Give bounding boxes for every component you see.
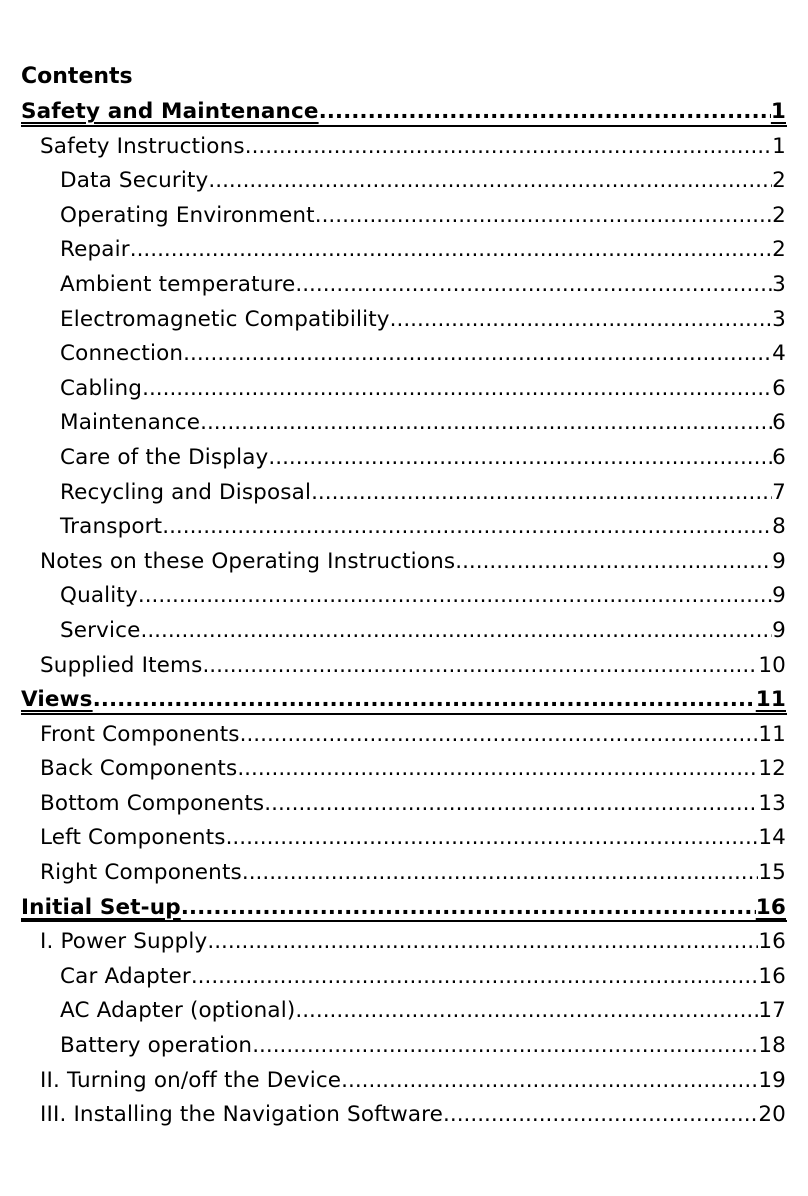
toc-entry-label: Ambient temperature xyxy=(60,271,296,297)
toc-page-number: 14 xyxy=(758,825,786,851)
toc-page-number: 4 xyxy=(772,341,786,367)
toc-entry[interactable] xyxy=(0,579,808,614)
toc-entry-label: I. Power Supply xyxy=(40,929,208,955)
toc-page-number: 9 xyxy=(772,583,786,609)
toc-entry-label: Cabling xyxy=(60,375,143,401)
toc-entry[interactable] xyxy=(0,476,808,511)
toc-entry[interactable] xyxy=(0,199,808,234)
toc-entry-label: Battery operation xyxy=(60,1033,253,1059)
toc-entry[interactable] xyxy=(0,614,808,649)
toc-page-number: 6 xyxy=(772,410,786,436)
toc-entry-label: Left Components xyxy=(40,825,226,851)
toc-section-entry[interactable] xyxy=(0,683,808,718)
toc-entry-label: Safety Instructions xyxy=(40,133,245,159)
dot-leader xyxy=(390,303,773,338)
toc-entry-label: Maintenance xyxy=(60,410,201,436)
toc-entry[interactable] xyxy=(0,303,808,338)
toc-entry-label: II. Turning on/off the Device xyxy=(40,1067,342,1093)
toc-entry[interactable] xyxy=(0,130,808,165)
dot-leader xyxy=(252,1029,758,1064)
toc-entry-label: Views xyxy=(21,687,93,713)
dot-leader xyxy=(93,683,756,718)
dot-leader xyxy=(142,372,772,407)
toc-entry-label: Initial Set-up xyxy=(21,894,181,920)
toc-page-number: 2 xyxy=(772,168,786,194)
toc-page-number: 7 xyxy=(772,479,786,505)
toc-entry-label: Electromagnetic Compatibility xyxy=(60,306,390,332)
toc-page-number: 6 xyxy=(772,375,786,401)
dot-leader xyxy=(319,95,771,130)
toc-entry[interactable] xyxy=(0,821,808,856)
toc-page-number: 3 xyxy=(772,306,786,332)
toc-entry-label: Notes on these Operating Instructions xyxy=(40,548,456,574)
table-of-contents xyxy=(0,95,808,1133)
toc-page-number: 18 xyxy=(758,1033,786,1059)
toc-entry-label: Safety and Maintenance xyxy=(21,99,319,124)
toc-page-number: 11 xyxy=(755,687,786,713)
toc-page-number: 10 xyxy=(758,652,786,678)
toc-entry[interactable] xyxy=(0,1064,808,1099)
toc-entry-label: Supplied Items xyxy=(40,652,203,678)
contents-heading: Contents xyxy=(21,64,133,89)
toc-entry[interactable] xyxy=(0,718,808,753)
toc-entry-label: Data Security xyxy=(60,168,209,194)
toc-page-number: 15 xyxy=(758,860,786,886)
toc-entry-label: Bottom Components xyxy=(40,790,265,816)
toc-page-number: 9 xyxy=(772,617,786,643)
toc-entry-label: Right Components xyxy=(40,860,242,886)
dot-leader xyxy=(141,614,773,649)
toc-page-number: 1 xyxy=(770,99,786,124)
toc-page-number: 11 xyxy=(758,721,786,747)
toc-page-number: 2 xyxy=(772,202,786,228)
toc-entry-label: Back Components xyxy=(40,756,238,782)
toc-page-number: 17 xyxy=(758,998,786,1024)
toc-page-number: 6 xyxy=(772,444,786,470)
dot-leader xyxy=(200,406,772,441)
toc-entry[interactable] xyxy=(0,268,808,303)
dot-leader xyxy=(268,441,772,476)
dot-leader xyxy=(341,1064,758,1099)
toc-entry[interactable] xyxy=(0,856,808,891)
dot-leader xyxy=(183,337,772,372)
toc-page-number: 16 xyxy=(758,963,786,989)
toc-page-number: 16 xyxy=(755,894,786,920)
toc-entry[interactable] xyxy=(0,441,808,476)
dot-leader xyxy=(295,268,772,303)
toc-page-number: 16 xyxy=(758,929,786,955)
toc-entry[interactable] xyxy=(0,649,808,684)
dot-leader xyxy=(455,545,772,580)
dot-leader xyxy=(264,787,758,822)
dot-leader xyxy=(181,891,756,926)
toc-entry-label: AC Adapter (optional) xyxy=(60,998,296,1024)
dot-leader xyxy=(242,856,758,891)
dot-leader xyxy=(226,821,759,856)
toc-entry[interactable] xyxy=(0,1029,808,1064)
dot-leader xyxy=(245,130,772,165)
toc-entry[interactable] xyxy=(0,925,808,960)
dot-leader xyxy=(208,164,772,199)
toc-entry-label: Recycling and Disposal xyxy=(60,479,312,505)
toc-page-number: 13 xyxy=(758,790,786,816)
toc-entry[interactable] xyxy=(0,787,808,822)
toc-section-entry[interactable] xyxy=(0,891,808,926)
toc-entry[interactable] xyxy=(0,406,808,441)
dot-leader xyxy=(191,960,759,995)
toc-page-number: 8 xyxy=(772,514,786,540)
toc-page-number: 9 xyxy=(772,548,786,574)
toc-page-number: 20 xyxy=(758,1102,786,1128)
dot-leader xyxy=(311,476,772,511)
toc-entry[interactable] xyxy=(0,1098,808,1133)
toc-entry-label: Front Components xyxy=(40,721,240,747)
dot-leader xyxy=(315,199,772,234)
dot-leader xyxy=(237,752,758,787)
toc-entry[interactable] xyxy=(0,233,808,268)
dot-leader xyxy=(240,718,759,753)
toc-entry[interactable] xyxy=(0,752,808,787)
toc-page-number: 1 xyxy=(772,133,786,159)
toc-entry-label: Connection xyxy=(60,341,184,367)
toc-page-number: 3 xyxy=(772,271,786,297)
toc-entry-label: Car Adapter xyxy=(60,963,191,989)
dot-leader xyxy=(443,1098,758,1133)
toc-entry[interactable] xyxy=(0,510,808,545)
toc-page-number: 2 xyxy=(772,237,786,263)
toc-entry[interactable] xyxy=(0,960,808,995)
toc-section-entry[interactable] xyxy=(0,95,808,130)
dot-leader xyxy=(202,649,758,684)
dot-leader xyxy=(295,994,758,1029)
toc-entry[interactable] xyxy=(0,164,808,199)
toc-page-number: 19 xyxy=(758,1067,786,1093)
toc-entry[interactable] xyxy=(0,545,808,580)
dot-leader xyxy=(207,925,758,960)
toc-entry-label: Service xyxy=(60,617,141,643)
toc-entry[interactable] xyxy=(0,994,808,1029)
toc-entry[interactable] xyxy=(0,337,808,372)
toc-entry-label: Transport xyxy=(60,514,163,540)
toc-entry-label: Quality xyxy=(60,583,138,609)
toc-page-number: 12 xyxy=(758,756,786,782)
dot-leader xyxy=(138,579,772,614)
toc-entry-label: Care of the Display xyxy=(60,444,269,470)
dot-leader xyxy=(130,233,772,268)
toc-entry[interactable] xyxy=(0,372,808,407)
toc-entry-label: Operating Environment xyxy=(60,202,315,228)
toc-entry-label: Repair xyxy=(60,237,130,263)
toc-entry-label: III. Installing the Navigation Software xyxy=(40,1102,444,1128)
dot-leader xyxy=(162,510,772,545)
